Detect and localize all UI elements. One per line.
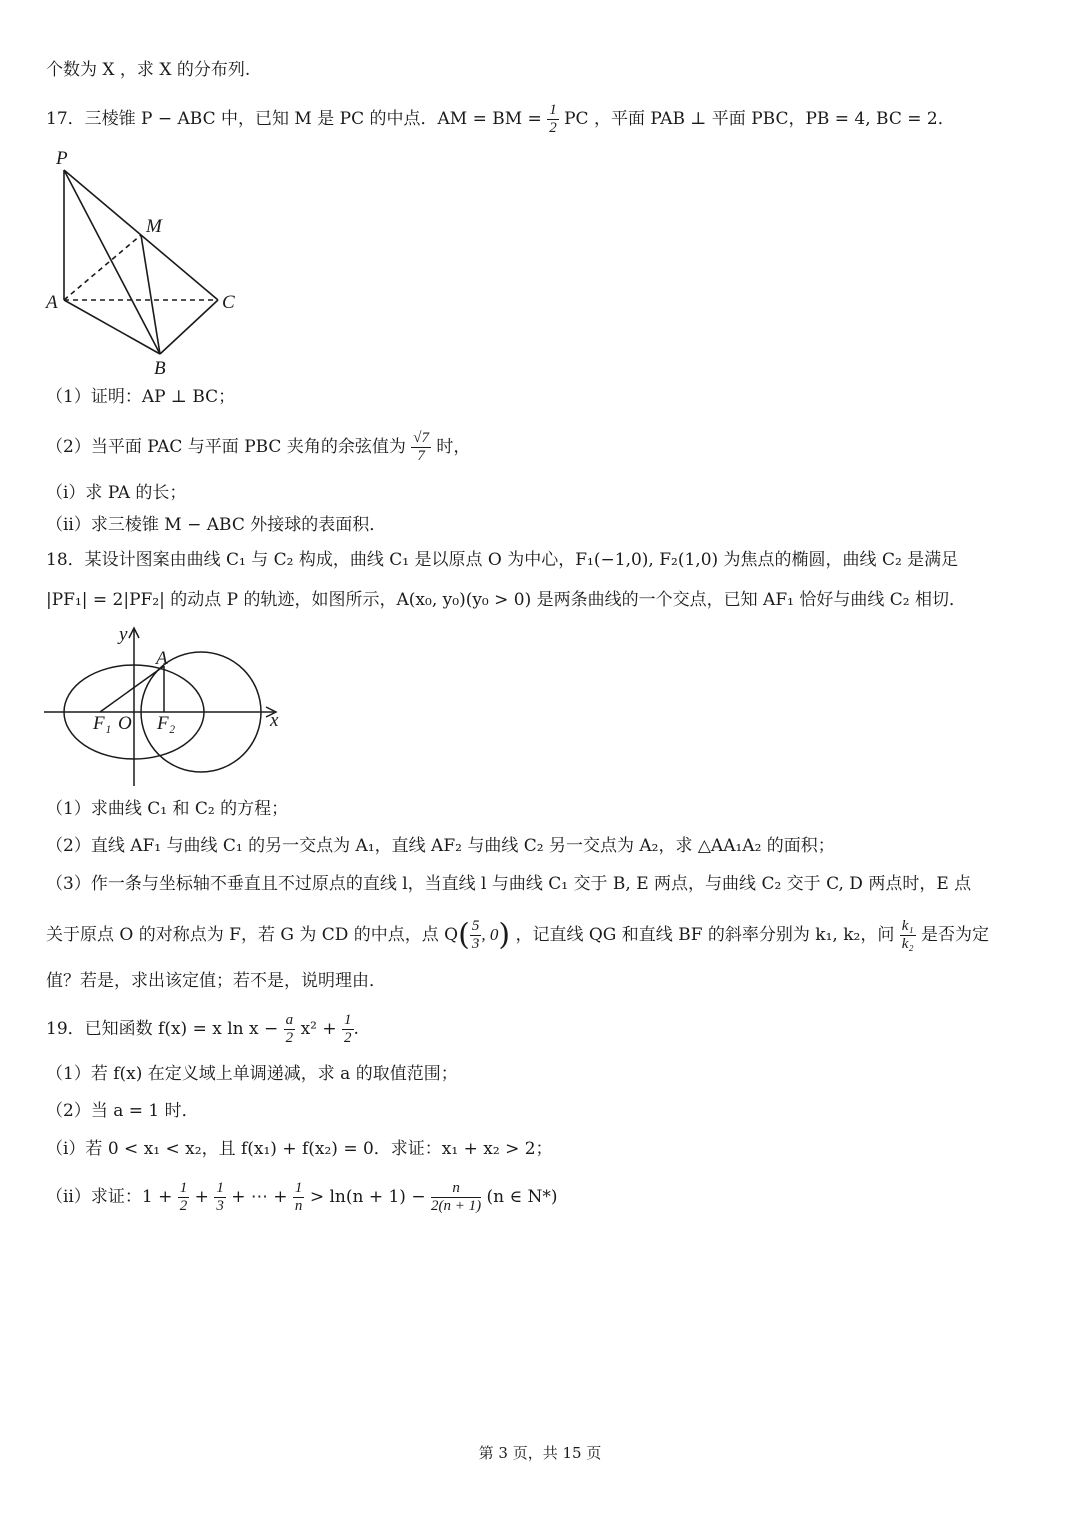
frac-den: 2(n + 1) (431, 1198, 482, 1214)
label-P: P (56, 148, 68, 169)
frac-num: k₁ (901, 918, 914, 934)
frac-num: 1 (179, 1180, 188, 1196)
frac-den: 3 (471, 936, 480, 952)
fraction-n-over-2n1 (431, 1180, 481, 1215)
question-17-part2-ii: （ii）求三棱锥 M − ABC 外接球的表面积． (46, 515, 387, 535)
question-18-part3-line2 (46, 918, 989, 953)
text-segment: 时， (436, 437, 471, 457)
text-segment: , 0 (481, 925, 499, 944)
edge-CB (160, 300, 218, 354)
text-segment: 关于原点 O 的对称点为 F，若 G 为 CD 的中点，点 Q (46, 925, 459, 945)
question-19-part1: （1）若 f(x) 在定义域上单调递减，求 a 的取值范围； (46, 1064, 458, 1084)
ellipse-circle-figure (40, 622, 300, 792)
question-17-stem (46, 102, 955, 137)
question-17-part2 (46, 430, 470, 465)
text-segment: . (353, 1019, 359, 1039)
fraction-1-over-2 (178, 1180, 190, 1215)
fraction-1-over-3 (214, 1180, 226, 1215)
label-B: B (154, 358, 166, 379)
text-segment: （2）当平面 PAC 与平面 PBC 夹角的余弦值为 (46, 437, 406, 457)
label-A: A (156, 648, 168, 669)
fraction-half (342, 1012, 354, 1047)
label-F2: F₂ (157, 713, 176, 734)
frac-num: 1 (294, 1180, 303, 1196)
frac-num: 5 (471, 918, 480, 934)
question-18-part3-line1: （3）作一条与坐标轴不垂直且不过原点的直线 l，当直线 l 与曲线 C₁ 交于 B, E 两点，与曲线 C₂ 交于 C, D 两点时，E 点 (46, 874, 972, 894)
label-O: O (118, 713, 132, 734)
fraction-sqrt7-over-7 (411, 430, 431, 465)
page-footer: 第 3 页，共 15 页 (478, 1444, 602, 1462)
frac-den: 2 (344, 1030, 352, 1046)
text-segment: （ii）求证：1 + (46, 1187, 173, 1207)
frac-den: 7 (417, 448, 425, 464)
frac-num: 1 (344, 1012, 352, 1028)
question-17-part1: （1）证明：AP ⊥ BC； (46, 387, 236, 407)
frac-den: 2 (179, 1198, 188, 1214)
frac-num: 1 (216, 1180, 224, 1196)
question-19-part2-i: （i）若 0 < x₁ < x₂，且 f(x₁) + f(x₂) = 0．求证：x₁ + x₂ > 2； (46, 1139, 553, 1159)
question-19-part2: （2）当 a = 1 时． (46, 1101, 199, 1121)
label-F1: F₁ (93, 713, 112, 734)
label-A: A (46, 292, 58, 313)
question-18-stem-line1: 18．某设计图案由曲线 C₁ 与 C₂ 构成，曲线 C₁ 是以原点 O 为中心，F₁(−1,0), F₂(1,0) 为焦点的椭圆，曲线 C₂ 是满足 (46, 550, 959, 570)
frac-den: k₂ (901, 936, 914, 952)
fraction-half (547, 102, 559, 137)
segment-AF1 (100, 666, 164, 712)
fraction-a-over-2 (284, 1012, 296, 1047)
paren-right: ) (498, 917, 511, 953)
frac-den: 3 (216, 1198, 224, 1214)
frac-num: a (285, 1012, 294, 1028)
question-17-part2-i: （i）求 PA 的长； (46, 483, 187, 503)
label-x: x (270, 710, 279, 731)
frac-num: n (431, 1180, 481, 1198)
label-C: C (222, 292, 235, 313)
fraction-five-thirds (470, 918, 482, 953)
fraction-1-over-n (293, 1180, 305, 1215)
frac-num: 1 (549, 102, 557, 118)
text-segment: ，记直线 QG 和直线 BF 的斜率分别为 k₁, k₂，问 (515, 925, 895, 945)
question-19-part2-ii (46, 1180, 558, 1215)
text-segment: 17．三棱锥 P − ABC 中，已知 M 是 PC 的中点．AM = BM = (46, 109, 542, 129)
question-18-part3-line3: 值？若是，求出该定值；若不是，说明理由． (46, 971, 386, 991)
frac-num: √7 (413, 430, 429, 446)
text-segment: x² + (300, 1019, 337, 1039)
text-segment: (n ∈ N*) (486, 1187, 558, 1207)
text-segment: + (194, 1187, 209, 1207)
text-segment: PC ，平面 PAB ⊥ 平面 PBC，PB = 4, BC = 2． (564, 109, 955, 129)
question-18-part2: （2）直线 AF₁ 与曲线 C₁ 的另一交点为 A₁，直线 AF₂ 与曲线 C₂ 另一交点为 A₂，求 △AA₁A₂ 的面积； (46, 836, 835, 856)
text-segment: > ln(n + 1) − (309, 1187, 426, 1207)
frac-den: 2 (285, 1030, 294, 1046)
tetrahedron-figure (40, 140, 250, 380)
question-19-stem (46, 1012, 359, 1047)
frac-den: 2 (549, 120, 557, 136)
label-M: M (146, 216, 162, 237)
paren-left: ( (458, 917, 470, 953)
text-segment: 是否为定 (921, 925, 990, 945)
fraction-k1-over-k2 (900, 918, 916, 953)
text-line: 个数为 X ，求 X 的分布列. (46, 60, 251, 80)
text-segment: 19．已知函数 f(x) = x ln x − (46, 1019, 279, 1039)
question-18-part1: （1）求曲线 C₁ 和 C₂ 的方程； (46, 799, 289, 819)
frac-den: n (294, 1198, 303, 1214)
label-y: y (119, 624, 128, 645)
question-18-stem-line2: |PF₁| = 2|PF₂| 的动点 P 的轨迹，如图所示，A(x₀, y₀)(y₀ > 0) 是两条曲线的一个交点，已知 AF₁ 恰好与曲线 C₂ 相切． (46, 590, 966, 610)
text-segment: + ⋯ + (231, 1187, 288, 1207)
